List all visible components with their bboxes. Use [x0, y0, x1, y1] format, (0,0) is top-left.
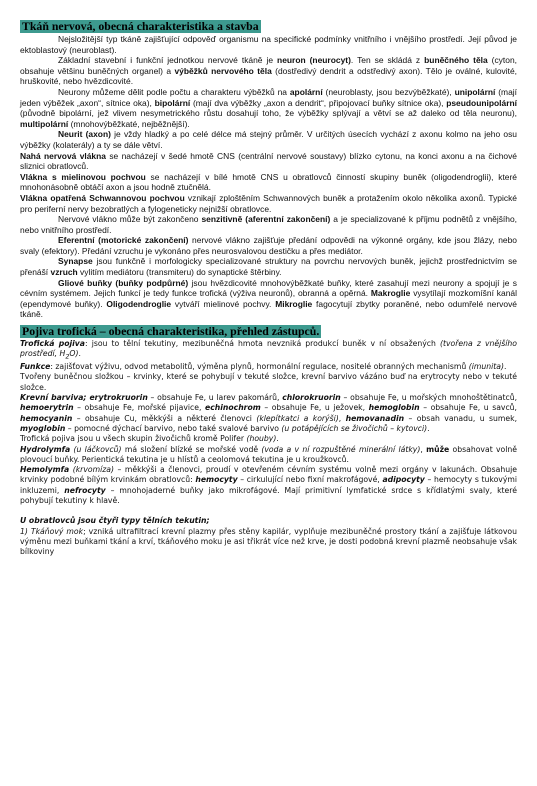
emphasis: [20, 414, 72, 423]
emphasis: [205, 403, 261, 412]
text-run: Synapse: [58, 256, 93, 267]
text-run: – obsah vanadu, u sumek,: [404, 413, 518, 423]
text-run: a je specializované k příjmu podnětů z vnějšího, nebo vnitřního prostředí.: [20, 214, 517, 235]
text-run: může: [426, 444, 450, 454]
text-run: obsahovat volně plovoucí buňky. Perientická tekutina je u hlístů a ceolomová tekutina je u kroužkovců.: [20, 444, 517, 464]
text-run: (u potápějících se živočichů – kytovci): [281, 423, 428, 433]
text-run: pseudounipolární: [446, 97, 517, 108]
text-run: (tvořena z vnějšího prostředí, H: [20, 339, 518, 359]
text-run: multipolární: [20, 118, 69, 129]
paragraph-composition: [20, 372, 517, 393]
text-run: vysytílají mozkomíšní kanál (ependymové buňky).: [20, 288, 517, 309]
section-heading-trophic-tissue: Pojiva trofická – obecná charakteristika, přehled zástupců.: [22, 324, 320, 339]
text-run: hemoglobin: [368, 403, 420, 413]
text-run: Hemolymfa: [20, 465, 70, 475]
text-run: hemocyty: [195, 475, 238, 485]
text-run: – obsahuje Fe, u mořských mnohoštětinatců,: [340, 393, 518, 403]
text-run: Hydrolymfa: [20, 444, 71, 454]
paragraph-trophic-definition: [20, 339, 517, 362]
text-run: Neurit (axon): [58, 129, 111, 140]
text-run: – obsahuje Fe, u larev pakomárů,: [147, 393, 283, 403]
section-trophic-body: [20, 339, 517, 557]
paragraph-sensory-ending: [20, 214, 517, 235]
text-run: O): [69, 349, 79, 359]
text-run: .: [276, 434, 279, 444]
emphasis: [20, 339, 85, 348]
paragraph-neuron: [20, 55, 517, 87]
text-run: (u láčkovců): [73, 444, 122, 454]
text-run: nervové vlákno zajišťuje předání odpovědi na výkonné orgány, kde jsou žlázy, nebo svaly (efektory). Předání vzruchu je vykonáno přes neurosvalovou destičku a přes mediátor.: [20, 235, 517, 256]
section-heading-nerve-tissue: Tkáň nervová, obecná charakteristika a stavba: [22, 19, 259, 33]
text-run: – cirkulující nebo fixní makrofágové,: [237, 475, 383, 485]
text-run: hemocyanin: [20, 413, 73, 423]
text-run: Nahá nervová vlákna: [20, 150, 106, 161]
paragraph-vertebrate-fluids-title: [20, 516, 517, 526]
text-run: U obratlovců jsou čtyři typy tělních tekutin;: [20, 516, 210, 526]
text-run: (neuroblasty, jsou bezvýběžkaté),: [322, 86, 455, 97]
text-run: (mnohovýběžkaté, nejběžnější).: [68, 118, 190, 129]
text-run: Tvořeny buněčnou složkou – krvinky, které se pohybují v tekuté složce, krevní barvivo vázáno buď na erytrocyty nebo v tekuté složce.: [20, 372, 517, 392]
paragraph-hemolymph: [20, 465, 517, 506]
document-page: [20, 20, 517, 558]
text-run: adipocyty: [382, 475, 425, 485]
text-run: fagocytují zbytky poraněné, nebo odumřelé nervové tkáně.: [20, 298, 518, 320]
text-run: – obsahuje Fe, u savců,: [419, 403, 518, 413]
text-run: (imunita): [468, 362, 504, 372]
text-run: – pomocné dýchací barvivo, nebo také svalové barvivo: [65, 423, 282, 433]
text-run: echinochrom: [205, 403, 261, 413]
text-run: (cyton, obsahuje většinu buněčných organel) a: [20, 55, 517, 76]
text-run: Gliové buňky (buňky podpůrné): [58, 277, 189, 288]
text-run: unipolární: [454, 86, 496, 97]
text-run: – měkkýši a členovci, proudí v otevřeném cévním systému volně mezi orgány v lakunách. Obsahuje krvinky podobné bílým krvinkám obratlovců:: [20, 465, 517, 485]
text-run: .: [503, 362, 507, 372]
paragraph-hydrolymph: [20, 445, 517, 466]
emphasis: [64, 486, 105, 495]
paragraph-neuron-types: [20, 87, 517, 129]
text-run: (houby): [246, 434, 277, 444]
paragraph-synapse: [20, 256, 517, 277]
paragraph-motor-ending: [20, 235, 517, 256]
text-run: vzruch: [50, 267, 78, 278]
emphasis: [20, 516, 210, 525]
text-run: Trofická pojiva: [20, 339, 85, 349]
text-run: .: [78, 349, 81, 359]
text-run: Nejsložitější typ tkáně zajišťující odpověď organismu na specifické podmínky vnitřního i vnějšího prostředí. Její původ je ektoblastový (neuroblast).: [20, 34, 517, 55]
text-run: ,: [420, 444, 427, 454]
emphasis: [346, 414, 404, 423]
text-run: vylitím mediátoru (transmiteru) do synaptické štěrbiny.: [77, 267, 282, 278]
text-run: Vlákna opatřená Schwannovou pochvou: [20, 192, 185, 203]
text-run: (voda a v ní rozpuštěné minerální látky): [261, 444, 421, 454]
text-run: senzitivně (aferentní zakončení): [201, 214, 331, 225]
text-run: bipolární: [154, 97, 191, 108]
text-run: (klepítkatci a korýši): [256, 413, 339, 423]
emphasis: [20, 362, 50, 371]
text-run: Oligodendroglie: [106, 298, 172, 309]
text-run: (mají jeden výběžek „axon“, sítnice oka),: [20, 86, 517, 108]
text-run: – hemocyty s tukovými inkluzemi,: [20, 475, 518, 495]
emphasis: [369, 403, 420, 412]
text-run: chlorokruorin: [282, 393, 341, 403]
text-run: Mikroglie: [275, 298, 313, 309]
text-run: Krevní barviva; erytrokruorin: [20, 393, 148, 403]
text-run: jsou hvězdicovité mnohovýběžkaté buňky, které zasahují mezi neurony a spojují je s cévním systémem. Jejich funkcí je tedy funkce trofická (výživa neuronů), obranná a opěrná.: [20, 277, 517, 299]
spacer: [20, 506, 517, 516]
text-run: nefrocyty: [64, 485, 106, 495]
paragraph-intro: [20, 34, 517, 55]
text-run: (dostředivý dendrit a odstředivý axon). Tělo je oválné, kulovité, hruškovité, nebo hvězdicovité.: [20, 65, 518, 87]
paragraph-glia: [20, 278, 517, 320]
text-run: (původně bipolární, jež vlivem nesymetrického růstu dosahují toho, že výběžky splývají a větví se až daleko od těla neuronu),: [20, 108, 517, 119]
text-run: – mnohojaderné buňky jako mikrofágové. Mají primitivní lymfatické srdce s křídlatými svaly, které pohybují tekutiny k hlavě.: [20, 485, 518, 506]
text-run: se nacházejí v šedé hmotě CNS (centrální nervové soustavy) blízko cytonu, na konci axonu a na čichové sliznici obratlovců.: [20, 150, 517, 172]
text-run: : jsou to tělní tekutiny, mezibuněčná hmota nevzniká produkcí buněk v ní obsažených: [85, 339, 440, 349]
text-run: 1) Tkáňový mok: [20, 526, 84, 536]
text-run: : zajišťovat výživu, odvod metabolitů, výměna plynů, hormonální regulace, nositelé obranných mechanismů: [50, 362, 469, 372]
emphasis: [20, 465, 69, 474]
paragraph-myelin-fibers: [20, 172, 517, 193]
text-run: . Ten se skládá z: [350, 55, 425, 66]
text-run: (mají dva výběžky „axon a dendrit“, připojovací buňky sítnice oka),: [190, 97, 447, 108]
emphasis: [20, 403, 74, 412]
text-run: Eferentní (motorické zakončení): [58, 235, 189, 246]
text-run: Nervové vlákno může být zakončeno: [58, 214, 202, 225]
paragraph-tissue-fluid: [20, 527, 517, 558]
text-run: hemoerytrin: [20, 403, 74, 413]
text-run: neuron (neurocyt): [277, 55, 351, 66]
emphasis: [20, 445, 70, 454]
emphasis: [20, 393, 148, 402]
text-run: se nacházejí v bílé hmotě CNS u obratlovců činností skupiny buněk (oligodendroglii), které mnohonásobně obtáčí axon a jsou hodně ztučnělá.: [20, 171, 517, 193]
emphasis: [195, 475, 237, 484]
text-run: Základní stavební i funkční jednotkou nervové tkáně je: [58, 55, 278, 66]
text-run: – obsahuje Cu, měkkýši a některé členovci: [72, 413, 257, 423]
paragraph-schwann-fibers: [20, 193, 517, 214]
text-run: 2: [65, 352, 70, 361]
paragraph-naked-fibers: [20, 151, 517, 172]
paragraph-blood-pigments: [20, 393, 517, 434]
text-run: Funkce: [20, 362, 51, 372]
text-run: vytváří mielinové pochvy.: [171, 298, 276, 309]
text-run: Vlákna s mielinovou pochvou: [20, 171, 146, 182]
text-run: (krvomíza): [72, 465, 114, 475]
paragraph-function: [20, 362, 517, 372]
text-run: apolární: [289, 86, 323, 97]
text-run: .: [427, 423, 430, 433]
text-run: má složení blízké se mořské vodě: [121, 444, 262, 454]
emphasis: [20, 424, 65, 433]
paragraph-axon: [20, 129, 517, 150]
text-run: – obsahuje Fe, u ježovek,: [260, 403, 369, 413]
text-run: je vždy hladký a po celé délce má stejný průměr. V určitých úsecích vychází z axonu kolmo na jeho osu výběžky (kolaterály) a ty se dále větví.: [20, 129, 517, 150]
text-run: výběžků nervového těla: [174, 65, 272, 76]
text-run: ,: [338, 413, 346, 423]
text-run: hemovanadin: [345, 413, 405, 423]
text-run: Neurony můžeme dělit podle počtu a charakteru výběžků na: [58, 86, 290, 97]
text-run: buněčného těla: [424, 55, 488, 66]
text-run: myoglobin: [20, 423, 66, 433]
emphasis: [282, 393, 341, 402]
text-run: Makroglie: [370, 288, 411, 299]
text-run: ; vzniká ultrafiltrací krevní plazmy přes stěny kapilár, vyplňuje mezibuněčné prostory tkání a zajišťuje látkovou výměnu mezi buňkami tkání a krví, tkáňového moku je asi třikrát více než krve, je dosti podobná krevní plazmě neobsahuje však bílkoviny: [20, 526, 518, 557]
text-run: Trofická pojiva jsou u všech skupin živočichů kromě Polifer: [20, 434, 247, 444]
paragraph-occurrence: [20, 434, 517, 444]
emphasis: [382, 475, 424, 484]
text-run: – obsahuje Fe, mořské pijavice,: [73, 403, 206, 413]
text-run: jsou funkčně i morfologicky specializované struktury na povrchu nervových buněk, jejichž prostřednictvím se přenáší: [20, 256, 517, 278]
text-run: vznikají zploštěním Schwannových buněk a protažením okolo několika axonů. Typické pro periferní nervy bezobratlých a fylogeneticky nejnižší obratlovce.: [20, 192, 517, 214]
